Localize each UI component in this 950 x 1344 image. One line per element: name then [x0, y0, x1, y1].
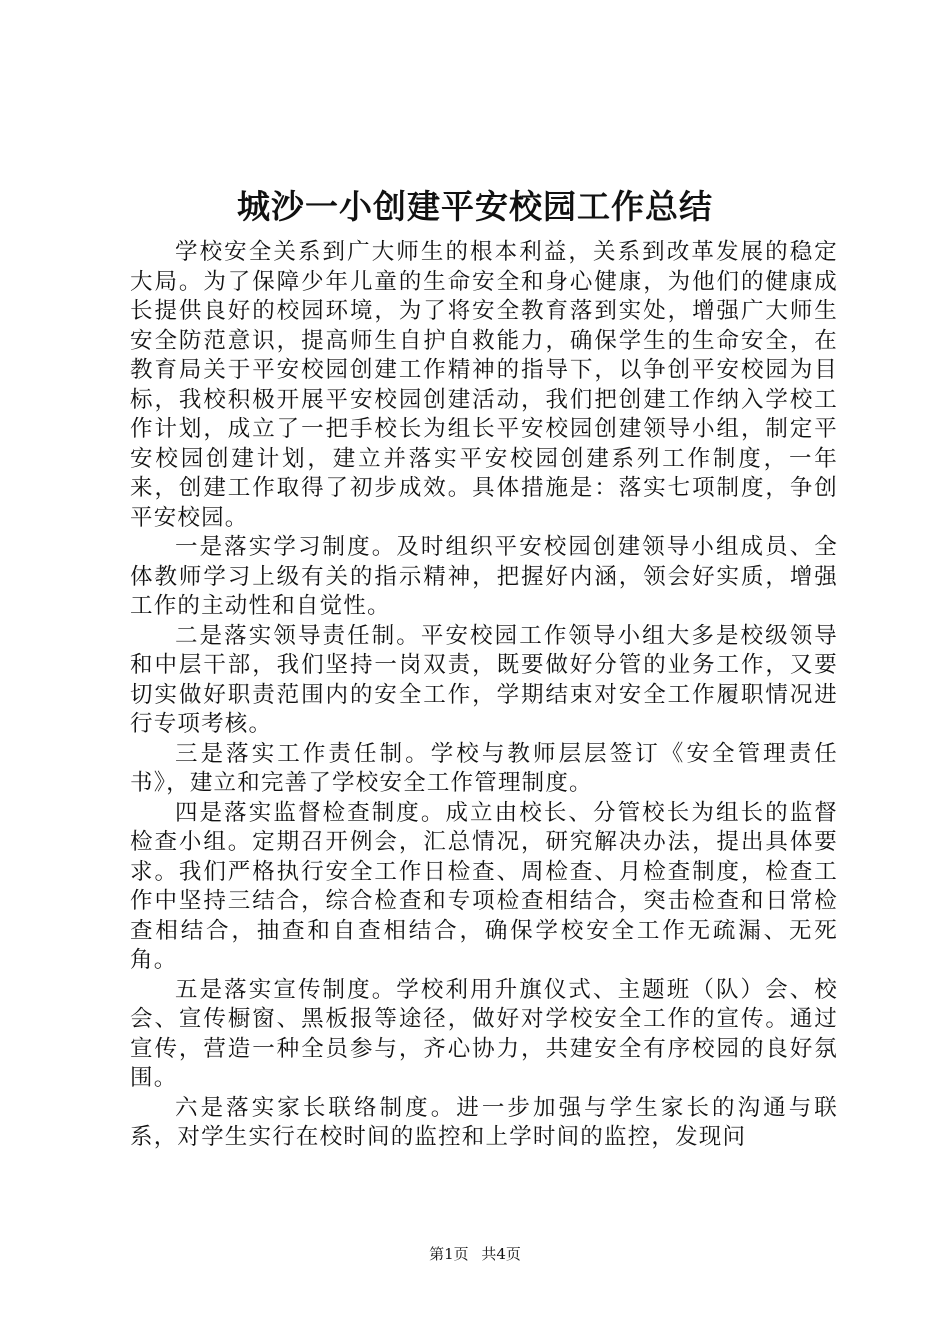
paragraph-item-6: 六是落实家长联络制度。进一步加强与学生家长的沟通与联系，对学生实行在校时间的监控和上学时间的监控，发现问 [130, 1094, 838, 1150]
paragraph-item-2: 二是落实领导责任制。平安校园工作领导小组大多是校级领导和中层干部，我们坚持一岗双责，既要做好分管的业务工作，又要切实做好职责范围内的安全工作，学期结束对安全工作履职情况进行专项考核。 [130, 622, 838, 737]
document-title: 城沙一小创建平安校园工作总结 [237, 187, 713, 226]
page-number: 第1页 [429, 1245, 469, 1263]
paragraph-intro: 学校安全关系到广大师生的根本利益，关系到改革发展的稳定大局。为了保障少年儿童的生命安全和身心健康，为他们的健康成长提供良好的校园环境，为了将安全教育落到实处，增强广大师生安全防范意识，提高师生自护自救能力，确保学生的生命安全，在教育局关于平安校园创建工作精神的指导下，以争创平安校园为目标，我校积极开展平安校园创建活动，我们把创建工作纳入学校工作计划，成立了一把手校长为组长平安校园创建领导小组，制定平安校园创建计划，建立并落实平安校园创建系列工作制度，一年来，创建工作取得了初步成效。具体措施是：落实七项制度，争创平安校园。 [130, 239, 838, 531]
document-body [130, 238, 838, 1153]
page-total: 共4页 [481, 1245, 521, 1263]
paragraph-item-4: 四是落实监督检查制度。成立由校长、分管校长为组长的监督检查小组。定期召开例会，汇总情况，研究解决办法，提出具体要求。我们严格执行安全工作日检查、周检查、月检查制度，检查工作中坚持三结合，综合检查和专项检查相结合，突击检查和日常检查相结合，抽查和自查相结合，确保学校安全工作无疏漏、无死角。 [130, 799, 838, 973]
page-footer [0, 1244, 950, 1264]
paragraph-item-3: 三是落实工作责任制。学校与教师层层签订《安全管理责任书》，建立和完善了学校安全工作管理制度。 [130, 740, 838, 796]
paragraph-item-5: 五是落实宣传制度。学校利用升旗仪式、主题班（队）会、校会、宣传橱窗、黑板报等途径，做好对学校安全工作的宣传。通过宣传，营造一种全员参与，齐心协力，共建安全有序校园的良好氛围。 [130, 976, 838, 1091]
paragraph-item-1: 一是落实学习制度。及时组织平安校园创建领导小组成员、全体教师学习上级有关的指示精神，把握好内涵，领会好实质，增强工作的主动性和自觉性。 [130, 534, 838, 619]
